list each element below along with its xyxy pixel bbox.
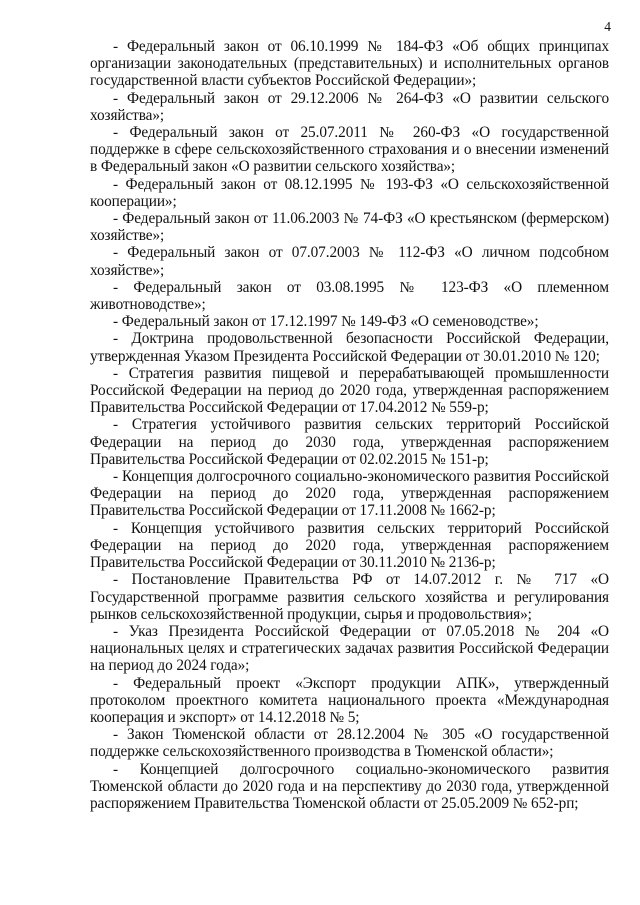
list-item: - Федеральный проект «Экспорт продукции АПК», утвержденный протоколом проектного комитета национального проекта «Международная кооперация и экспорт» от 14.12.2018 № 5; [90,674,609,726]
list-item: - Федеральный закон от 03.08.1995 № 123-ФЗ «О племенном животноводстве»; [90,278,609,314]
page-number: 4 [604,19,611,34]
list-item: - Доктрина продовольственной безопасности Российской Федерации, утвержденная Указом Президента Российской Федерации от 30.01.2010 № 120; [90,330,609,365]
list-item: - Закон Тюменской области от 28.12.2004 № 305 «О государственной поддержке сельскохозяйственного производства в Тюменской области»; [90,726,609,761]
legal-acts-list [90,38,609,812]
list-item: - Стратегия устойчивого развития сельских территорий Российской Федерации на период до 2030 года, утвержденная распоряжением Правительства Российской Федерации от 02.02.2015 № 151-р; [90,416,609,468]
list-item: - Концепция долгосрочного социально-экономического развития Российской Федерации на период до 2020 года, утвержденная распоряжением Правительства Российской Федерации от 17.11.2008 № 1662-р; [90,468,609,520]
list-item: - Концепция устойчивого развития сельских территорий Российской Федерации на период до 2020 года, утвержденная распоряжением Правительства Российской Федерации от 30.11.2010 № 2136-р; [90,519,609,572]
list-item: - Федеральный закон от 25.07.2011 № 260-ФЗ «О государственной поддержке в сфере сельскохозяйственного страхования и о внесении изменений в Федеральный закон «О развитии сельского хозяйства»; [90,124,609,176]
list-item: - Федеральный закон от 29.12.2006 № 264-ФЗ «О развитии сельского хозяйства»; [90,89,609,124]
list-item: - Постановление Правительства РФ от 14.07.2012 г. № 717 «О Государственной программе развития сельского хозяйства и регулирования рынков сельскохозяйственной продукции, сырья и продовольствия»; [90,571,609,623]
list-item: - Федеральный закон от 06.10.1999 № 184-ФЗ «Об общих принципах организации законодательных (представительных) и исполнительных органов государственной власти субъектов Российской Федерации»; [90,38,609,90]
list-item: - Концепцией долгосрочного социально-экономического развития Тюменской области до 2020 года и на перспективу до 2030 года, утвержденной распоряжением Правительства Тюменской области от 25.05.2009 № 652-рп; [90,760,609,812]
list-item: - Указ Президента Российской Федерации от 07.05.2018 № 204 «О национальных целях и стратегических задачах развития Российской Федерации на период до 2024 года»; [90,622,609,675]
list-item: - Стратегия развития пищевой и перерабатывающей промышленности Российской Федерации на период до 2020 года, утвержденная распоряжением Правительства Российской Федерации от 17.04.2012 № 559-р; [90,364,609,417]
list-item: - Федеральный закон от 08.12.1995 № 193-ФЗ «О сельскохозяйственной кооперации»; [90,175,609,210]
list-item: - Федеральный закон от 11.06.2003 № 74-ФЗ «О крестьянском (фермерском) хозяйстве»; [90,210,609,245]
list-item: - Федеральный закон от 07.07.2003 № 112-ФЗ «О личном подсобном хозяйстве»; [90,244,609,279]
list-item: - Федеральный закон от 17.12.1997 № 149-ФЗ «О семеноводстве»; [113,313,539,331]
